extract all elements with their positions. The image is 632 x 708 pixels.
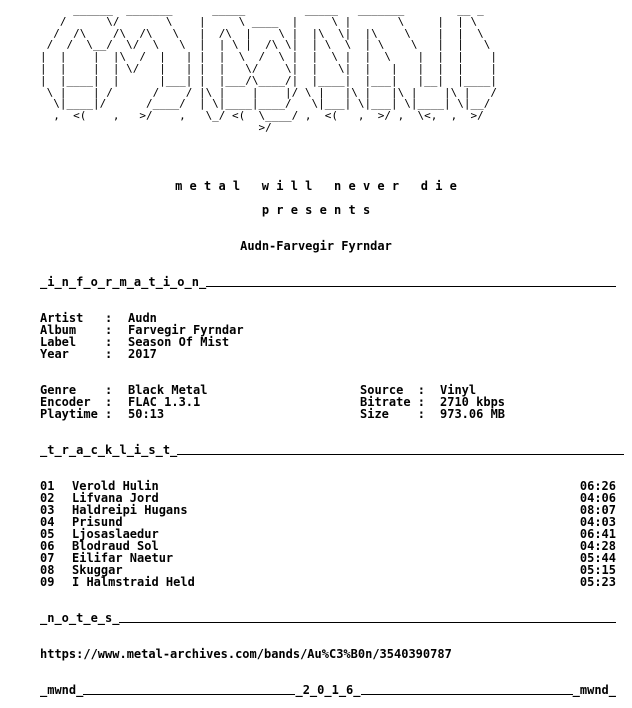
genre-label: Genre : xyxy=(40,383,113,397)
presents-text: p r e s e n t s xyxy=(261,203,371,217)
footer-rule-left xyxy=(83,684,295,695)
track-duration: 05:44 xyxy=(579,551,616,565)
track-number: 03 xyxy=(40,503,55,517)
track-number: 02 xyxy=(40,491,55,505)
track-number: 06 xyxy=(40,539,55,553)
track-row xyxy=(40,552,616,564)
track-duration: 04:28 xyxy=(579,539,616,553)
year-value: 2017 xyxy=(128,347,157,361)
bitrate-label: Bitrate : xyxy=(360,395,426,409)
track-title: Blodraud Sol xyxy=(72,539,159,553)
footer-center: _2_0_1_6_ xyxy=(295,683,361,697)
track-number: 07 xyxy=(40,551,55,565)
track-duration: 04:03 xyxy=(579,515,616,529)
tracklist-heading xyxy=(40,444,624,456)
track-row xyxy=(40,576,616,588)
information-heading xyxy=(40,276,616,288)
information-heading-label: _i_n_f_o_r_m_a_t_i_o_n_ xyxy=(40,275,207,289)
tagline: m e t a l w i l l n e v e r d i e xyxy=(175,179,457,193)
genre-value: Black Metal xyxy=(128,383,208,397)
track-duration: 06:26 xyxy=(579,479,616,493)
source-value: Vinyl xyxy=(440,383,477,397)
track-title: I Halmstraid Held xyxy=(72,575,195,589)
year-label: Year : xyxy=(40,347,113,361)
track-title: Ljosaslaedur xyxy=(72,527,159,541)
tracklist-heading-label: _t_r_a_c_k_l_i_s_t_ xyxy=(40,443,178,457)
track-duration: 06:41 xyxy=(579,527,616,541)
track-duration: 05:15 xyxy=(579,563,616,577)
encoder-value: FLAC 1.3.1 xyxy=(128,395,201,409)
playtime-label: Playtime : xyxy=(40,407,113,421)
track-number: 05 xyxy=(40,527,55,541)
size-value: 973.06 MB xyxy=(440,407,506,421)
footer-rule xyxy=(40,684,616,696)
track-title: Lifvana Jord xyxy=(72,491,159,505)
encoder-label: Encoder : xyxy=(40,395,113,409)
artist-value: Audn xyxy=(128,311,157,325)
label-label: Label : xyxy=(40,335,113,349)
playtime-value: 50:13 xyxy=(128,407,165,421)
footer-rule-right xyxy=(361,684,573,695)
source-label: Source : xyxy=(360,383,426,397)
album-value: Farvegir Fyrndar xyxy=(128,323,244,337)
track-number: 08 xyxy=(40,563,55,577)
bitrate-value: 2710 kbps xyxy=(440,395,506,409)
tracklist-heading-rule xyxy=(177,444,624,455)
release-title: Audn-Farvegir Fyrndar xyxy=(240,239,392,253)
artist-label: Artist : xyxy=(40,311,113,325)
track-title: Haldreipi Hugans xyxy=(72,503,188,517)
notes-heading xyxy=(40,612,616,624)
album-label: Album : xyxy=(40,323,113,337)
track-title: Verold Hulin xyxy=(72,479,159,493)
track-title: Eilifar Naetur xyxy=(72,551,174,565)
track-title: Prisund xyxy=(72,515,123,529)
track-number: 01 xyxy=(40,479,55,493)
notes-heading-label: _n_o_t_e_s_ xyxy=(40,611,120,625)
track-number: 04 xyxy=(40,515,55,529)
label-value: Season Of Mist xyxy=(128,335,230,349)
track-title: Skuggar xyxy=(72,563,123,577)
track-duration: 04:06 xyxy=(579,491,616,505)
notes-heading-rule xyxy=(119,612,616,623)
footer-right: _mwnd_ xyxy=(572,683,616,697)
track-number: 09 xyxy=(40,575,55,589)
track-duration: 08:07 xyxy=(579,503,616,517)
track-duration: 05:23 xyxy=(579,575,616,589)
footer-left: _mwnd_ xyxy=(40,683,84,697)
notes-url-link[interactable]: https://www.metal-archives.com/bands/Au%C3%B0n/3540390787 xyxy=(40,647,452,661)
mwnd-ascii-logo: ______ _______ _____ _____ _______ __ _ / \/ \ | \ ____ | \ | \ | | \ / /\ /\ /\ \ | /\ | \ | |\ \| |\ \ | | \ / / \__/ \/ \ \ | | \ | /\ \| | \ \ | \ \ | | \ | | | |\ / | | | | \ / \ | | \ | | \ | | | | | | | | \/ | | | | \/ \| | \| | | | | | | | |____| | |___| | |___/\____/| |____| |___| |__| |____| \ | | / / / |\ | | |/ \ | |\ | |\ | |\ | / \|____|/ /____/ | \|____|____/ \|___| \|___| \|____| \|__/ , <( , >/ , \_/ <( \____/ , <( , >/ , \<, , >/ >/ xyxy=(40,3,497,134)
size-label: Size : xyxy=(360,407,426,421)
track-row xyxy=(40,504,616,516)
information-heading-rule xyxy=(206,276,616,287)
